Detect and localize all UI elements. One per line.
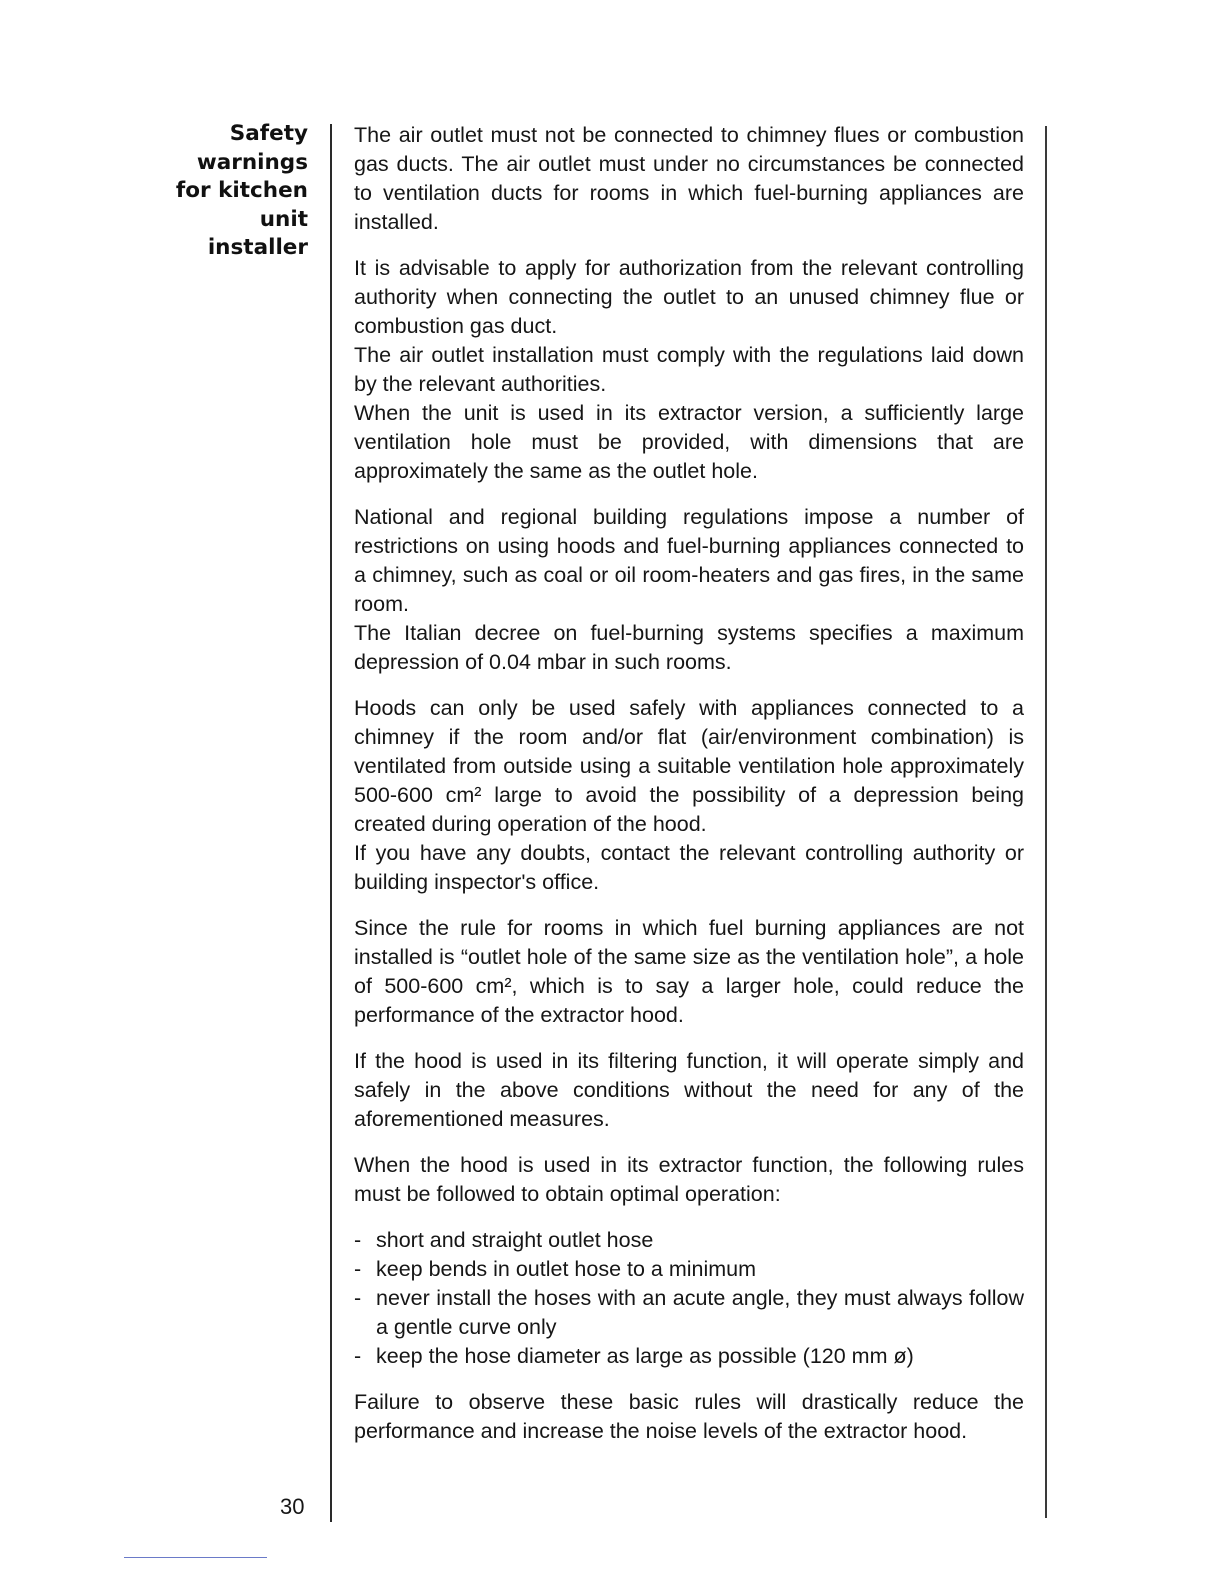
paragraph-italian-decree: The Italian decree on fuel-burning systems specifies a maximum depression of 0.04 mbar in such rooms.	[354, 621, 1024, 674]
section-heading-line: for kitchen	[175, 178, 308, 203]
list-item-text: keep the hose diameter as large as possible (120 mm ø)	[376, 1344, 914, 1368]
section-heading-line: warnings	[196, 149, 308, 175]
paragraph-extractor-rules-intro: When the hood is used in its extractor function, the following rules must be followed to obtain optimal operation:	[354, 1153, 1024, 1206]
paragraph-filtering-function: If the hood is used in its filtering function, it will operate simply and safely in the above conditions without the need for any of the aforementioned measures.	[354, 1049, 1024, 1131]
paragraph-safe-use: Hoods can only be used safely with appliances connected to a chimney if the room and/or flat (air/environment combination) is ventilated from outside using a suitable ventilation hole approximately 500-600 cm² large to avoid the possibility of a depression being created during operation of the hood.	[354, 696, 1024, 836]
paragraph-doubts: If you have any doubts, contact the relevant controlling authority or building inspector's office.	[354, 841, 1024, 894]
bullet-dash: -	[354, 1286, 362, 1310]
paragraph-closing-warning: Failure to observe these basic rules will drastically reduce the performance and increase the noise levels of the extractor hood.	[354, 1390, 1024, 1443]
list-item	[354, 1284, 1024, 1342]
bullet-dash: -	[354, 1228, 362, 1252]
bullet-dash: -	[354, 1257, 362, 1281]
footer-line	[124, 1557, 267, 1558]
list-item	[354, 1226, 1024, 1255]
paragraph-air-outlet: The air outlet must not be connected to chimney flues or combustion gas ducts. The air outlet must under no circumstances be connected to ventilation ducts for rooms in which fuel-burning appliances are installed.	[354, 123, 1024, 234]
body-text	[354, 121, 1024, 1446]
list-item	[354, 1342, 1024, 1371]
section-heading-line: installer	[207, 235, 308, 260]
list-item-text: short and straight outlet hose	[376, 1228, 654, 1252]
left-column-rule	[330, 124, 332, 1522]
paragraph-regulations: The air outlet installation must comply with the regulations laid down by the relevant authorities.	[354, 343, 1024, 396]
list-item-text: keep bends in outlet hose to a minimum	[376, 1257, 757, 1281]
list-item	[354, 1255, 1024, 1284]
paragraph-authorization: It is advisable to apply for authorization from the relevant controlling authority when connecting the outlet to an unused chimney flue or combustion gas duct.	[354, 256, 1024, 338]
right-margin-rule	[1045, 126, 1047, 1518]
paragraph-ventilation-hole: When the unit is used in its extractor version, a sufficiently large ventilation hole must be provided, with dimensions that are approximately the same as the outlet hole.	[354, 401, 1024, 483]
list-item-text: never install the hoses with an acute angle, they must always follow a gentle curve only	[376, 1286, 1024, 1339]
extractor-rules-list	[354, 1226, 1024, 1371]
bullet-dash: -	[354, 1344, 362, 1368]
section-heading-line: unit	[259, 206, 308, 232]
page-number: 30	[280, 1494, 305, 1519]
section-heading-line: Safety	[229, 121, 308, 146]
paragraph-hole-size-rule: Since the rule for rooms in which fuel burning appliances are not installed is “outlet hole of the same size as the ventilation hole”, a hole of 500-600 cm², which is to say a larger hole, could reduce the performance of the extractor hood.	[354, 916, 1024, 1027]
section-heading	[140, 120, 308, 263]
paragraph-building-regulations: National and regional building regulations impose a number of restrictions on using hoods and fuel-burning appliances connected to a chimney, such as coal or oil room-heaters and gas fires, in the same room.	[354, 505, 1024, 616]
